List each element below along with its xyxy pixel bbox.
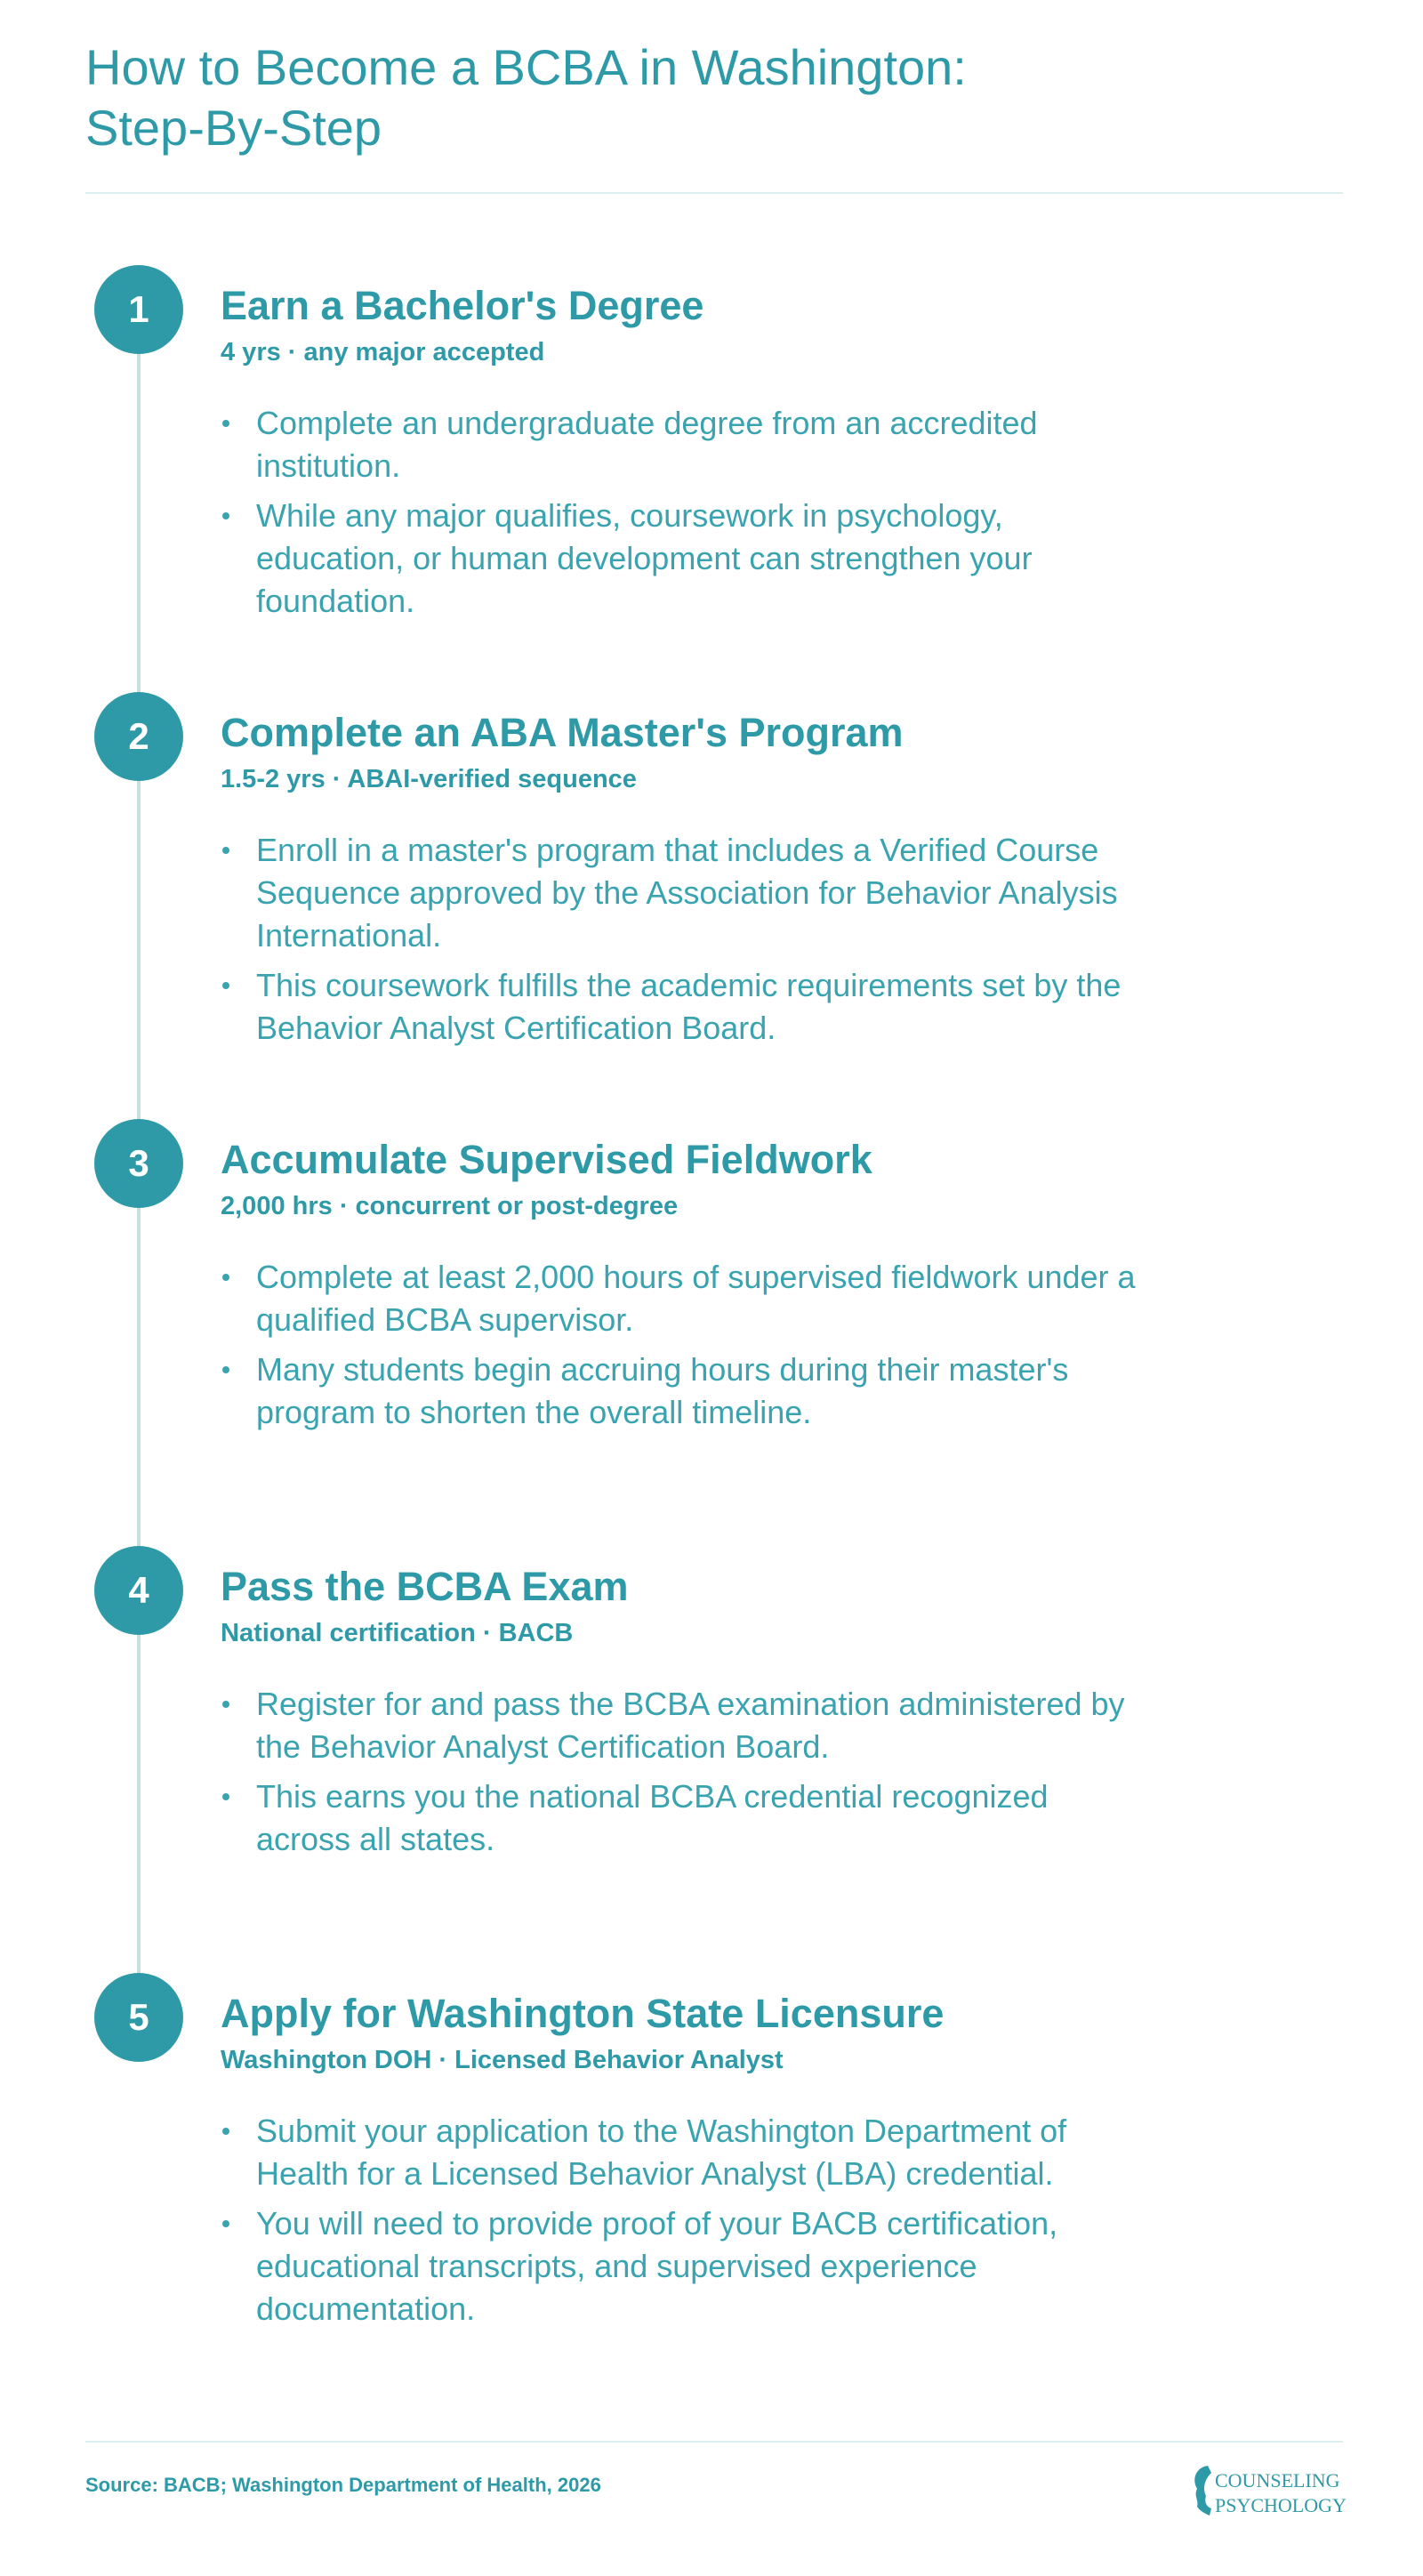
step-title: Apply for Washington State Licensure <box>221 1991 945 2036</box>
step-bullet-text: Many students begin accruing hours during their master's program to shorten the overall timeline. <box>256 1351 1069 1430</box>
step-bullet-text: You will need to provide proof of your BACB certification, educational transcripts, and supervised experience documentation. <box>256 2205 1058 2327</box>
step-bullet <box>221 829 1137 957</box>
step-bullet-text: While any major qualifies, coursework in psychology, education, or human development can strengthen your foundation. <box>256 497 1033 619</box>
bullet-dot-icon <box>222 420 229 427</box>
step-content <box>221 1562 1154 1868</box>
step-number-badge: 3 <box>94 1119 183 1208</box>
step-bullet <box>221 402 1137 487</box>
step-number-badge: 5 <box>94 1973 183 2062</box>
footer-divider <box>85 2441 1343 2443</box>
step-content <box>221 1989 1154 2338</box>
step-meta: Washington DOH · Licensed Behavior Analyst <box>221 2046 784 2074</box>
step-title: Complete an ABA Master's Program <box>221 710 904 755</box>
bullet-dot-icon <box>222 2220 229 2227</box>
step-title: Accumulate Supervised Fieldwork <box>221 1137 872 1182</box>
step-bullet-list <box>221 829 1137 1050</box>
step-bullet-text: Submit your application to the Washington Department of Health for a Licensed Behavior Analyst (LBA) credential. <box>256 2113 1067 2192</box>
step-number-badge: 4 <box>94 1546 183 1635</box>
bullet-dot-icon <box>222 982 229 989</box>
step-number-badge: 2 <box>94 692 183 781</box>
header-divider <box>85 192 1343 194</box>
step-meta: 4 yrs · any major accepted <box>221 338 545 366</box>
step-bullet <box>221 1256 1137 1341</box>
source-note: Source: BACB; Washington Department of Health, 2026 <box>85 2474 601 2496</box>
counseling-psychology-logo <box>1188 2460 1348 2523</box>
bullet-dot-icon <box>222 512 229 519</box>
step-bullet <box>221 1348 1137 1434</box>
step-bullet-list <box>221 1256 1137 1434</box>
step-bullet-text: Register for and pass the BCBA examination administered by the Behavior Analyst Certification Board. <box>256 1686 1125 1765</box>
step-number-badge: 1 <box>94 265 183 354</box>
bullet-dot-icon <box>222 2128 229 2135</box>
bullet-dot-icon <box>222 1793 229 1800</box>
step-meta: 1.5-2 yrs · ABAI-verified sequence <box>221 765 637 793</box>
step-bullet <box>221 964 1137 1050</box>
page-title-line-1: How to Become a BCBA in Washington: <box>85 39 967 95</box>
step-bullet <box>221 2202 1137 2330</box>
step-bullet-text: Complete an undergraduate degree from an accredited institution. <box>256 405 1038 484</box>
step-title: Pass the BCBA Exam <box>221 1564 629 1609</box>
step-bullet-list <box>221 402 1137 623</box>
step-content <box>221 281 1154 630</box>
step-bullet-text: This coursework fulfills the academic requirements set by the Behavior Analyst Certification Board. <box>256 967 1122 1046</box>
bullet-dot-icon <box>222 1366 229 1373</box>
step-title: Earn a Bachelor's Degree <box>221 283 704 328</box>
bullet-dot-icon <box>222 1274 229 1281</box>
head-profile-icon <box>1194 2466 1211 2516</box>
step-bullet-text: This earns you the national BCBA credential recognized across all states. <box>256 1778 1049 1857</box>
step-bullet-text: Complete at least 2,000 hours of supervised fieldwork under a qualified BCBA supervisor. <box>256 1259 1136 1338</box>
step-bullet <box>221 495 1137 623</box>
step-bullet-list <box>221 2110 1137 2330</box>
step-bullet-text: Enroll in a master's program that includes a Verified Course Sequence approved by the Association for Behavior Analysis International. <box>256 832 1118 954</box>
page-title <box>85 37 1242 158</box>
step-content <box>221 1135 1154 1441</box>
bullet-dot-icon <box>222 1701 229 1708</box>
step-meta: 2,000 hrs · concurrent or post-degree <box>221 1192 679 1220</box>
logo-line-2: PSYCHOLOGY <box>1215 2494 1347 2516</box>
page-title-line-2: Step-By-Step <box>85 100 382 156</box>
step-bullet <box>221 1683 1137 1768</box>
step-meta: National certification · BACB <box>221 1619 574 1647</box>
step-bullet <box>221 2110 1137 2195</box>
step-bullet-list <box>221 1683 1137 1861</box>
bullet-dot-icon <box>222 847 229 854</box>
step-bullet <box>221 1775 1137 1861</box>
step-content <box>221 708 1154 1057</box>
logo-line-1: COUNSELING <box>1215 2469 1340 2491</box>
